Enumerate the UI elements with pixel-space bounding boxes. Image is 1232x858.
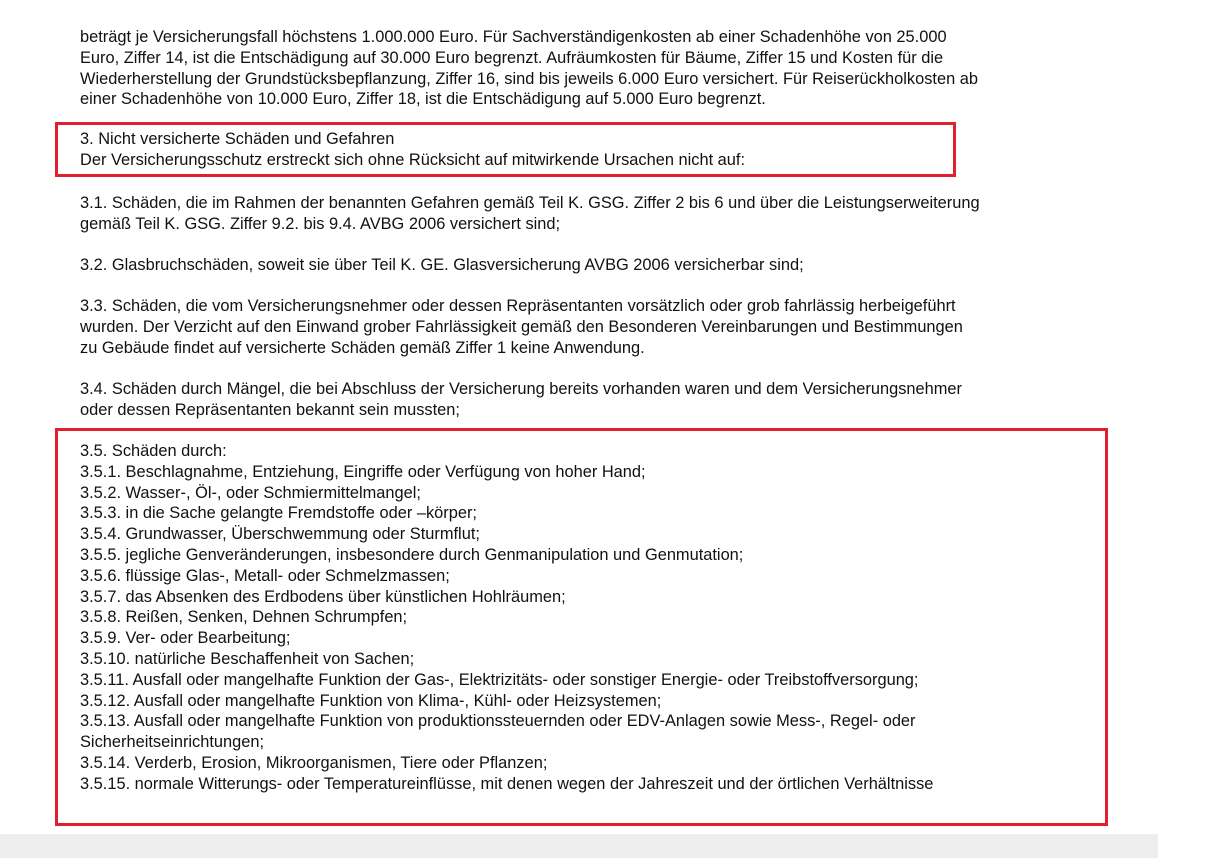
item-line: 3.3. Schäden, die vom Versicherungsnehmer oder dessen Repräsentanten vorsätzlich oder grob fahrlässig herbeigeführt: [80, 297, 956, 315]
list-item: 3.5.2. Wasser-, Öl-, oder Schmiermittelmangel;: [80, 483, 421, 502]
list-item: 3.5.7. das Absenken des Erdbodens über künstlichen Hohlräumen;: [80, 587, 566, 606]
list-item: 3.5.5. jegliche Genveränderungen, insbesondere durch Genmanipulation und Genmutation;: [80, 545, 744, 564]
item-3-5-heading: 3.5. Schäden durch:: [80, 442, 227, 460]
list-item: 3.5.14. Verderb, Erosion, Mikroorganismen, Tiere oder Pflanzen;: [80, 753, 548, 772]
section-title: 3. Nicht versicherte Schäden und Gefahren: [80, 130, 395, 148]
list-item: 3.5.11. Ausfall oder mangelhafte Funktion der Gas-, Elektrizitäts- oder sonstiger Energie- oder Treibstoffversorgung;: [80, 670, 919, 689]
list-item: 3.5.13. Ausfall oder mangelhafte Funktion von produktionssteuernden oder EDV-Anlagen sowie Mess-, Regel- oder: [80, 712, 916, 731]
intro-paragraph: [80, 27, 978, 110]
item-3-3: [80, 296, 963, 358]
list-item: 3.5.8. Reißen, Senken, Dehnen Schrumpfen;: [80, 608, 408, 627]
list-item: 3.5.3. in die Sache gelangte Fremdstoffe oder –körper;: [80, 504, 477, 523]
item-3-1: [80, 193, 980, 235]
intro-line: Wiederherstellung der Grundstücksbepflanzung, Ziffer 16, sind bis jeweils 6.000 Euro versichert. Für Reiserückholkosten ab: [80, 69, 978, 88]
list-item: 3.5.15. normale Witterungs- oder Temperatureinflüsse, mit denen wegen der Jahreszeit und der örtlichen Verhältnisse: [80, 774, 934, 793]
list-item: 3.5.12. Ausfall oder mangelhafte Funktion von Klima-, Kühl- oder Heizsystemen;: [80, 691, 662, 710]
item-line: 3.4. Schäden durch Mängel, die bei Abschluss der Versicherung bereits vorhanden waren und dem Versicherungsnehmer: [80, 380, 962, 398]
section-intro: Der Versicherungsschutz erstreckt sich ohne Rücksicht auf mitwirkende Ursachen nicht auf:: [80, 150, 746, 169]
intro-line: beträgt je Versicherungsfall höchstens 1.000.000 Euro. Für Sachverständigenkosten ab einer Schadenhöhe von 25.000: [80, 28, 947, 46]
intro-line: Euro, Ziffer 14, ist die Entschädigung auf 30.000 Euro begrenzt. Aufräumkosten für Bäume, Ziffer 15 und Kosten für die: [80, 48, 944, 67]
list-item: 3.5.9. Ver- oder Bearbeitung;: [80, 629, 291, 648]
list-item: 3.5.1. Beschlagnahme, Entziehung, Eingriffe oder Verfügung von hoher Hand;: [80, 462, 646, 481]
item-3-2: [80, 255, 804, 276]
list-item: 3.5.10. natürliche Beschaffenheit von Sachen;: [80, 649, 415, 668]
list-item: Sicherheitseinrichtungen;: [80, 733, 265, 752]
item-line: wurden. Der Verzicht auf den Einwand grober Fahrlässigkeit gemäß den Besonderen Vereinbarungen und Bestimmungen: [80, 317, 963, 336]
list-item: 3.5.6. flüssige Glas-, Metall- oder Schmelzmassen;: [80, 566, 450, 585]
list-item: 3.5.4. Grundwasser, Überschwemmung oder Sturmflut;: [80, 525, 480, 544]
section3-heading: [80, 129, 745, 171]
item-3-5: [80, 441, 933, 795]
item-line: oder dessen Repräsentanten bekannt sein mussten;: [80, 400, 460, 419]
item-line: gemäß Teil K. GSG. Ziffer 9.2. bis 9.4. AVBG 2006 versichert sind;: [80, 214, 561, 233]
item-3-4: [80, 379, 962, 421]
horizontal-scrollbar[interactable]: [0, 834, 1158, 858]
item-line: 3.1. Schäden, die im Rahmen der benannten Gefahren gemäß Teil K. GSG. Ziffer 2 bis 6 und über die Leistungserweiterung: [80, 194, 980, 212]
intro-line: einer Schadenhöhe von 10.000 Euro, Ziffer 18, ist die Entschädigung auf 5.000 Euro begrenzt.: [80, 90, 766, 109]
item-line: 3.2. Glasbruchschäden, soweit sie über Teil K. GE. Glasversicherung AVBG 2006 versicherbar sind;: [80, 256, 804, 274]
item-line: zu Gebäude findet auf versicherte Schäden gemäß Ziffer 1 keine Anwendung.: [80, 338, 645, 357]
